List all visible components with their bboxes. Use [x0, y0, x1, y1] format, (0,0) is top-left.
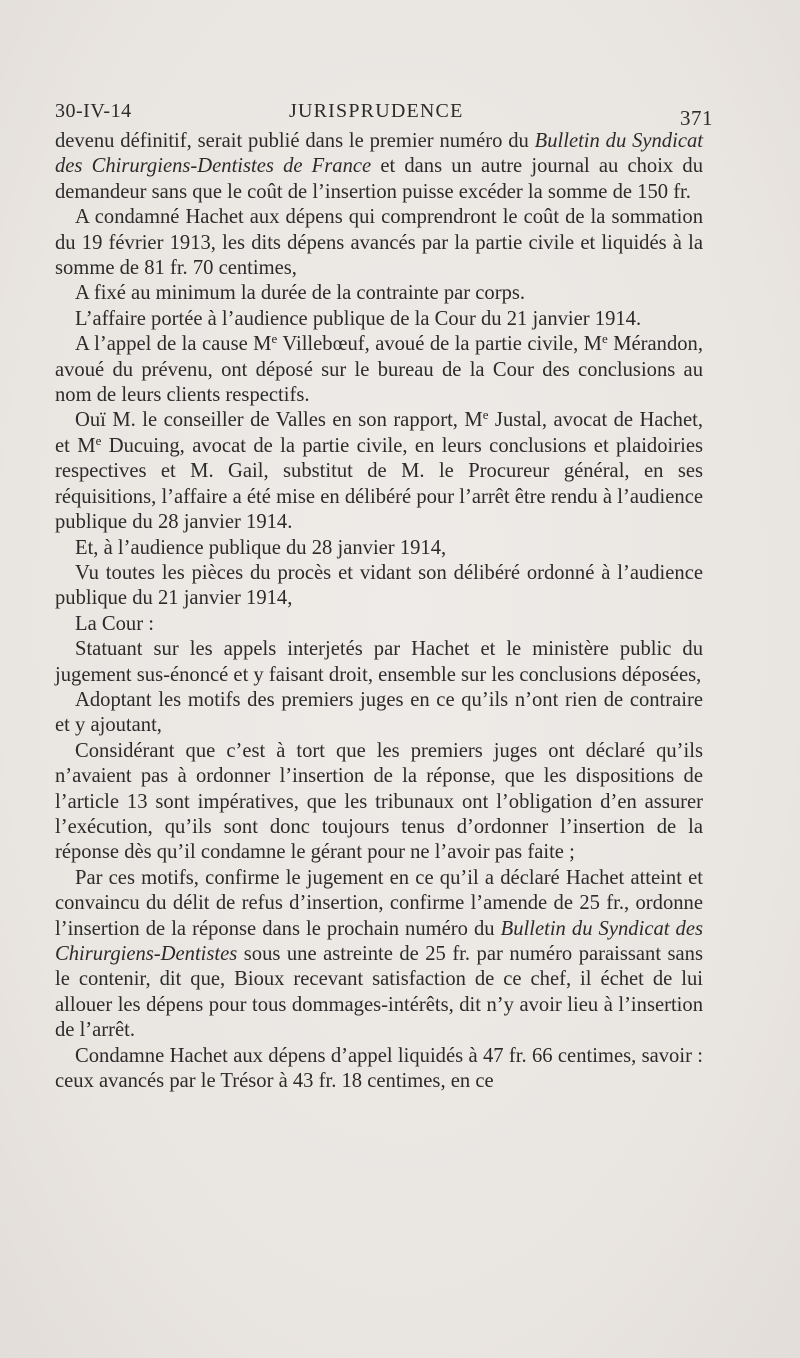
text-run: Et, à l’audience publique du 28 janvier 1914, — [75, 536, 447, 559]
paragraph — [55, 536, 703, 561]
text-run: Ducuing, avocat de la partie civile, en leurs conclusions et plaidoiries respectives et M. Gail, substitut de M. le Procureur général, en ses réquisitions, l’affaire a été mise en délibéré pour l’arrêt être rendu à l’audience publique du 28 janvier 1914. — [55, 434, 703, 534]
text-run: Par ces motifs, confirme le jugement en ce qu’il a déclaré Hachet atteint et convaincu du délit de refus d’insertion, confirme l’amende de 25 fr., ordonne l’insertion de la réponse dans le prochain numéro du — [55, 866, 703, 940]
text-run: Justal, avocat de Hachet, et M — [55, 409, 703, 457]
body-text — [55, 129, 703, 1094]
text-run: Ouï M. le conseiller de Valles en son rapport, M — [75, 409, 483, 432]
text-run: Considérant que c’est à tort que les premiers juges ont déclaré qu’ils n’avaient pas à ordonner l’insertion de la réponse, que les dispositions de l’article 13 sont impératives, que les tribunaux ont l’obligation d’en assurer l’exécution, qu’ils sont donc toujours tenus d’ordonner l’insertion de la réponse dès qu’il condamne le gérant pour ne l’avoir pas faite ; — [55, 739, 703, 864]
text-run: La Cour : — [75, 612, 154, 635]
header-date: 30-IV-14 — [55, 100, 132, 122]
paragraph — [55, 129, 703, 205]
paragraph — [55, 1044, 703, 1095]
paragraph — [55, 637, 703, 688]
paragraph — [55, 332, 703, 408]
header-section-title: JURISPRUDENCE — [289, 100, 464, 122]
text-run: Vu toutes les pièces du procès et vidant son délibéré ordonné à l’audience publique du 21 janvier 1914, — [55, 561, 703, 610]
italic-title: Bulletin du Syndicat des Chirurgiens-Dentistes de France — [55, 130, 703, 178]
paragraph — [55, 205, 703, 281]
paragraph — [55, 739, 703, 866]
superscript: e — [271, 331, 278, 347]
paragraph — [55, 612, 703, 637]
paragraph — [55, 408, 703, 535]
italic-title: Bulletin du Syndicat des Chirurgiens-Dentistes — [55, 917, 703, 965]
text-run: devenu définitif, serait publié dans le premier numéro du — [55, 130, 535, 152]
text-run: sous une astreinte de 25 fr. par numéro paraissant sans le contenir, dit que, Bioux recevant satisfaction de ce chef, il échet de lui allouer les dépens pour tous dommages-intérêts, dit n’y avoir lieu à l’insertion de l’arrêt. — [55, 943, 703, 1042]
text-run: Mérandon, avoué du prévenu, ont déposé sur le bureau de la Cour des conclusions au nom de leurs clients respectifs. — [55, 333, 703, 407]
paragraph — [55, 307, 703, 332]
paragraph — [55, 866, 703, 1044]
text-run: Villebœuf, avoué de la partie civile, M — [277, 333, 602, 356]
text-run: L’affaire portée à l’audience publique de la Cour du 21 janvier 1914. — [75, 307, 642, 330]
paragraph — [55, 688, 703, 739]
running-header — [55, 100, 713, 130]
text-run: Adoptant les motifs des premiers juges en ce qu’ils n’ont rien de contraire et y ajoutant, — [55, 688, 703, 737]
superscript: e — [601, 331, 608, 347]
text-run: Statuant sur les appels interjetés par Hachet et le ministère public du jugement sus-énoncé et y faisant droit, ensemble sur les conclusions déposées, — [55, 638, 703, 686]
superscript: e — [95, 432, 102, 448]
paragraph — [55, 561, 703, 612]
paragraph — [55, 281, 703, 306]
superscript: e — [482, 407, 489, 423]
text-run: Condamne Hachet aux dépens d’appel liquidés à 47 fr. 66 centimes, savoir : ceux avancés par le Trésor à 43 fr. 18 centimes, en ce — [55, 1044, 703, 1093]
text-run: A l’appel de la cause M — [75, 333, 272, 356]
page-number: 371 — [680, 106, 713, 130]
text-run: A condamné Hachet aux dépens qui comprendront le coût de la sommation du 19 février 1913, les dits dépens avancés par la partie civile et liquidés à la somme de 81 fr. 70 centimes, — [55, 206, 703, 280]
text-run: A fixé au minimum la durée de la contrainte par corps. — [75, 282, 526, 305]
text-run: et dans un autre journal au choix du demandeur sans que le coût de l’insertion puisse excéder la somme de 150 fr. — [55, 155, 703, 203]
